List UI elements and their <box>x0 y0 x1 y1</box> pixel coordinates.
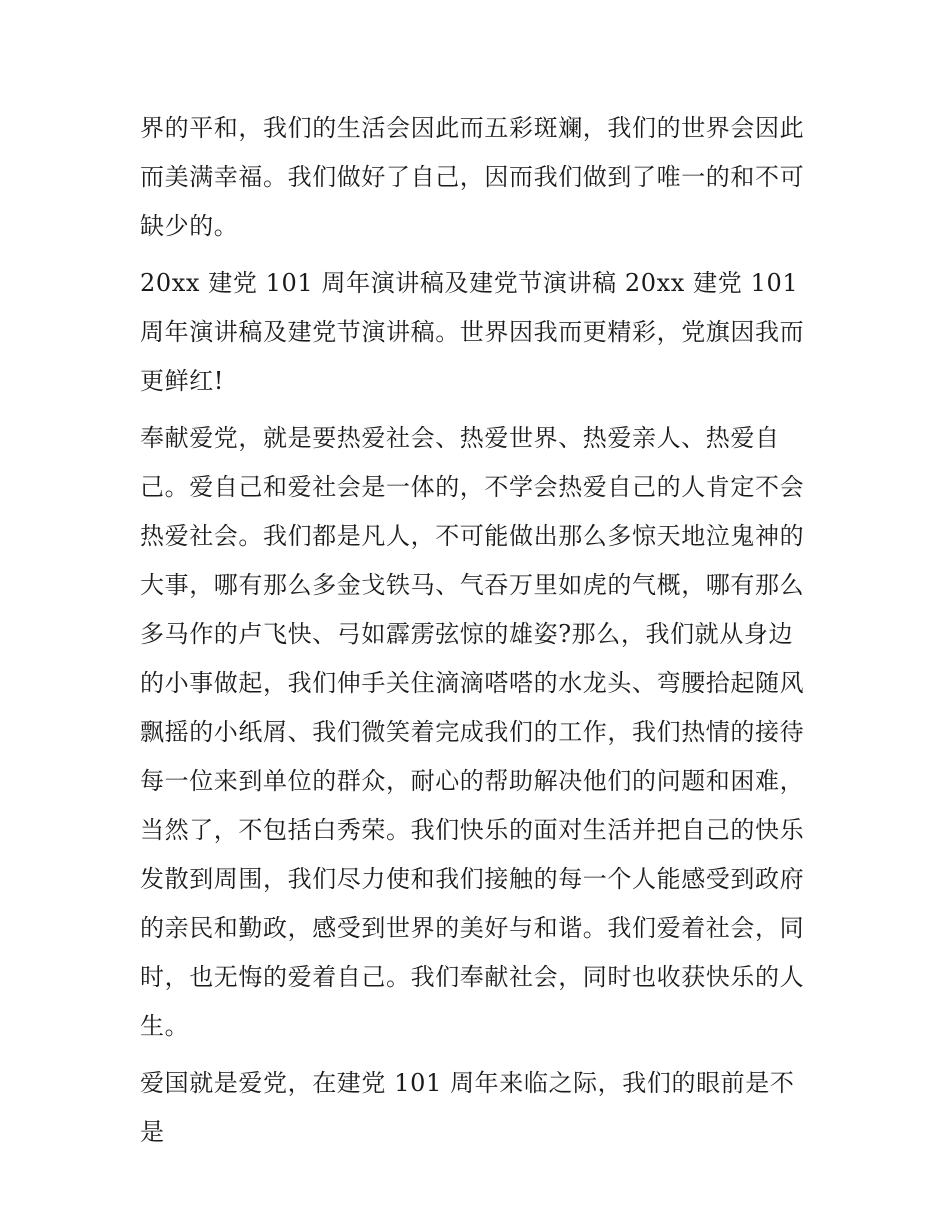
paragraph-4: 爱国就是爱党，在建党 101 周年来临之际，我们的眼前是不是 <box>140 1069 795 1146</box>
paragraph-2: 20xx 建党 101 周年演讲稿及建党节演讲稿 20xx 建党 101 周年演讲稿及建党节演讲稿。世界因我而更精彩，党旗因我而更鲜红! <box>140 269 805 395</box>
paragraph-1: 界的平和，我们的生活会因此而五彩斑斓，我们的世界会因此而美满幸福。我们做好了自己，因而我们做到了唯一的和不可缺少的。 <box>140 114 805 240</box>
document-page <box>140 104 812 1157</box>
paragraph-3: 奉献爱党，就是要热爱社会、热爱世界、热爱亲人、热爱自己。爱自己和爱社会是一体的，不学会热爱自己的人肯定不会热爱社会。我们都是凡人，不可能做出那么多惊天地泣鬼神的大事，哪有那么多金戈铁马、气吞万里如虎的气概，哪有那么多马作的卢飞快、弓如霹雳弦惊的雄姿?那么，我们就从身边的小事做起，我们伸手关住滴滴嗒嗒的水龙头、弯腰拾起随风飘摇的小纸屑、我们微笑着完成我们的工作，我们热情的接待每一位来到单位的群众，耐心的帮助解决他们的问题和困难，当然了，不包括白秀荣。我们快乐的面对生活并把自己的快乐发散到周围，我们尽力使和我们接触的每一个人能感受到政府的亲民和勤政，感受到世界的美好与和谐。我们爱着社会，同时，也无悔的爱着自己。我们奉献社会，同时也收获快乐的人生。 <box>140 424 805 1040</box>
